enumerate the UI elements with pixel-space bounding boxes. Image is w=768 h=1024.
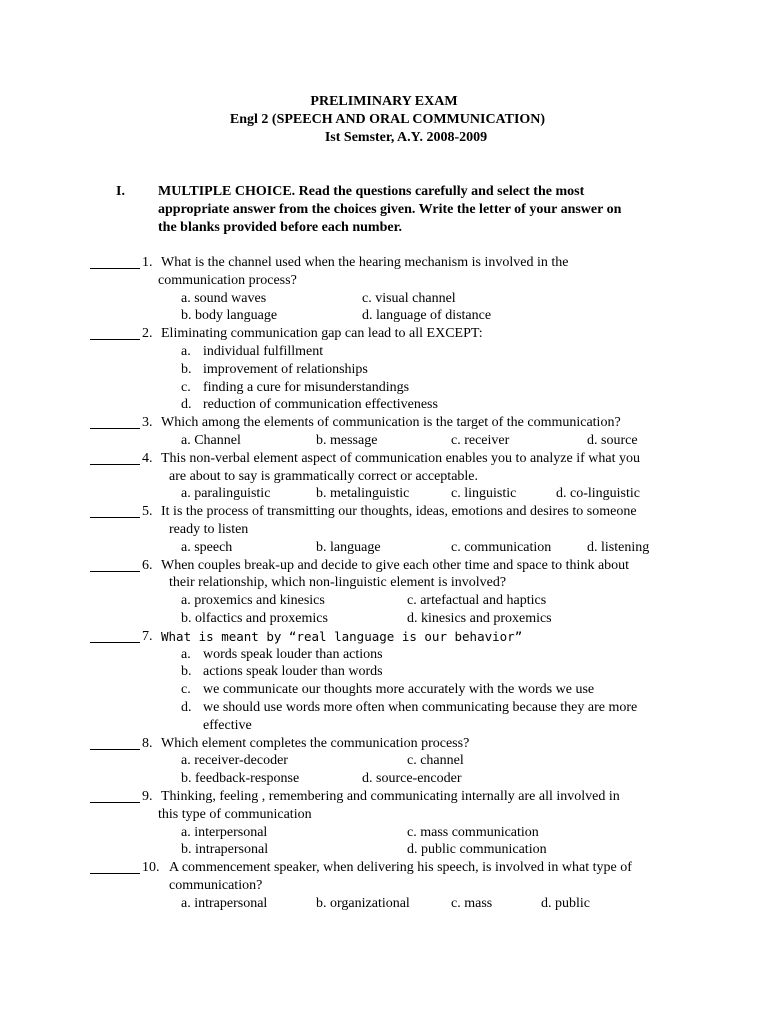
question-text-cont: their relationship, which non-linguistic element is involved?	[169, 575, 507, 591]
question-text: Which element completes the communication process?	[161, 735, 470, 751]
choice-d: d. listening	[587, 539, 650, 555]
choice-b: improvement of relationships	[203, 361, 368, 377]
choice-a: a. interpersonal	[181, 824, 268, 840]
answer-blank[interactable]	[90, 503, 140, 518]
question-10	[0, 859, 768, 912]
answer-blank[interactable]	[90, 859, 140, 874]
semester-line: Ist Semster, A.Y. 2008-2009	[324, 129, 488, 145]
choice-d: d. public	[541, 895, 590, 911]
answer-blank[interactable]	[90, 735, 140, 750]
section-instructions	[158, 183, 678, 236]
choice-d: d. source-encoder	[362, 771, 462, 787]
choice-letter: d.	[181, 397, 192, 413]
choice-d: d. source	[587, 432, 638, 448]
question-9	[0, 788, 768, 859]
answer-blank[interactable]	[90, 254, 140, 269]
question-text: Thinking, feeling , remembering and communicating internally are all involved in	[161, 788, 620, 804]
question-number: 8.	[142, 735, 153, 751]
choice-a: words speak louder than actions	[203, 646, 383, 662]
question-number: 2.	[142, 326, 153, 342]
choice-a: a. Channel	[181, 432, 241, 448]
choice-b: b. message	[316, 432, 378, 448]
question-number: 6.	[142, 557, 153, 573]
question-text: Which among the elements of communication is the target of the communication?	[161, 415, 621, 431]
question-text-cont: are about to say is grammatically correct or acceptable.	[169, 468, 479, 484]
choice-d: we should use words more often when communicating because they are more	[203, 699, 638, 715]
question-number: 4.	[142, 450, 153, 466]
choice-c: c. channel	[407, 753, 464, 769]
choice-a: a. paralinguistic	[181, 486, 271, 502]
choice-letter: a.	[181, 646, 191, 662]
choice-letter: c.	[181, 379, 191, 395]
question-number: 9.	[142, 788, 153, 804]
choice-letter: d.	[181, 699, 192, 715]
choice-c: c. visual channel	[362, 290, 456, 306]
question-text: What is meant by “real language is our behavior”	[161, 628, 523, 644]
choice-a: a. proxemics and kinesics	[181, 593, 325, 609]
question-text-cont: this type of communication	[158, 806, 312, 822]
answer-blank[interactable]	[90, 557, 140, 572]
question-number: 7.	[142, 628, 153, 644]
question-text-cont: communication?	[169, 877, 263, 893]
choice-b: b. intrapersonal	[181, 842, 269, 858]
instruction-line: appropriate answer from the choices given. Write the letter of your answer on	[158, 201, 622, 217]
choice-b: b. metalinguistic	[316, 486, 410, 502]
choice-d: d. kinesics and proxemics	[407, 610, 552, 626]
choice-b: b. language	[316, 539, 381, 555]
instruction-line: the blanks provided before each number.	[158, 219, 402, 235]
choice-d-cont: effective	[203, 717, 252, 733]
section-number: I.	[116, 184, 125, 199]
answer-blank[interactable]	[90, 628, 140, 643]
answer-blank[interactable]	[90, 450, 140, 465]
question-text: This non-verbal element aspect of communication enables you to analyze if what you	[161, 450, 640, 466]
question-number: 3.	[142, 415, 153, 431]
question-2	[0, 325, 768, 414]
choice-d: d. co-linguistic	[556, 486, 640, 502]
choice-letter: c.	[181, 682, 191, 698]
question-text-cont: ready to listen	[169, 521, 249, 537]
question-text: A commencement speaker, when delivering his speech, is involved in what type of	[169, 860, 632, 876]
choice-c: c. receiver	[451, 432, 510, 448]
question-4	[0, 450, 768, 503]
question-5	[0, 503, 768, 556]
question-text: Eliminating communication gap can lead to all EXCEPT:	[161, 326, 483, 342]
choice-a: a. receiver-decoder	[181, 753, 288, 769]
choice-a: a. intrapersonal	[181, 895, 268, 911]
choice-c: c. communication	[451, 539, 552, 555]
choice-c: c. artefactual and haptics	[407, 593, 547, 609]
instruction-line: MULTIPLE CHOICE. Read the questions carefully and select the most	[158, 184, 585, 199]
question-number: 1.	[142, 255, 153, 270]
choice-d: d. public communication	[407, 842, 547, 858]
question-number: 5.	[142, 504, 153, 520]
question-text: It is the process of transmitting our thoughts, ideas, emotions and desires to someone	[161, 504, 637, 520]
choice-d: reduction of communication effectiveness	[203, 397, 438, 413]
choice-letter: b.	[181, 664, 192, 680]
choice-d: d. language of distance	[362, 308, 492, 324]
choice-b: actions speak louder than words	[203, 664, 383, 680]
question-3	[0, 414, 768, 450]
choice-c: c. linguistic	[451, 486, 517, 502]
question-text: What is the channel used when the hearing mechanism is involved in the	[161, 255, 569, 270]
answer-blank[interactable]	[90, 325, 140, 340]
exam-title: PRELIMINARY EXAM	[310, 94, 458, 109]
answer-blank[interactable]	[90, 788, 140, 803]
question-number: 10.	[142, 860, 160, 876]
exam-header	[0, 93, 768, 146]
choice-c: finding a cure for misunderstandings	[203, 379, 410, 395]
choice-b: b. olfactics and proxemics	[181, 610, 328, 626]
choice-letter: b.	[181, 361, 192, 377]
question-list	[0, 254, 768, 912]
choice-c: we communicate our thoughts more accurately with the words we use	[203, 682, 595, 698]
course-title: Engl 2 (SPEECH AND ORAL COMMUNICATION)	[229, 111, 546, 127]
choice-b: b. body language	[181, 308, 278, 324]
question-text: When couples break-up and decide to give each other time and space to think about	[161, 557, 630, 573]
choice-b: b. feedback-response	[181, 771, 300, 787]
answer-blank[interactable]	[90, 414, 140, 429]
question-8	[0, 735, 768, 788]
question-1	[0, 254, 768, 325]
choice-c: c. mass	[451, 895, 493, 911]
choice-a: a. sound waves	[181, 290, 267, 306]
choice-letter: a.	[181, 343, 191, 359]
question-6	[0, 557, 768, 628]
question-text-cont: communication process?	[158, 272, 297, 288]
question-7	[0, 628, 768, 735]
choice-a: a. speech	[181, 539, 233, 555]
choice-b: b. organizational	[316, 895, 410, 911]
choice-a: individual fulfillment	[203, 343, 324, 359]
choice-c: c. mass communication	[407, 824, 539, 840]
